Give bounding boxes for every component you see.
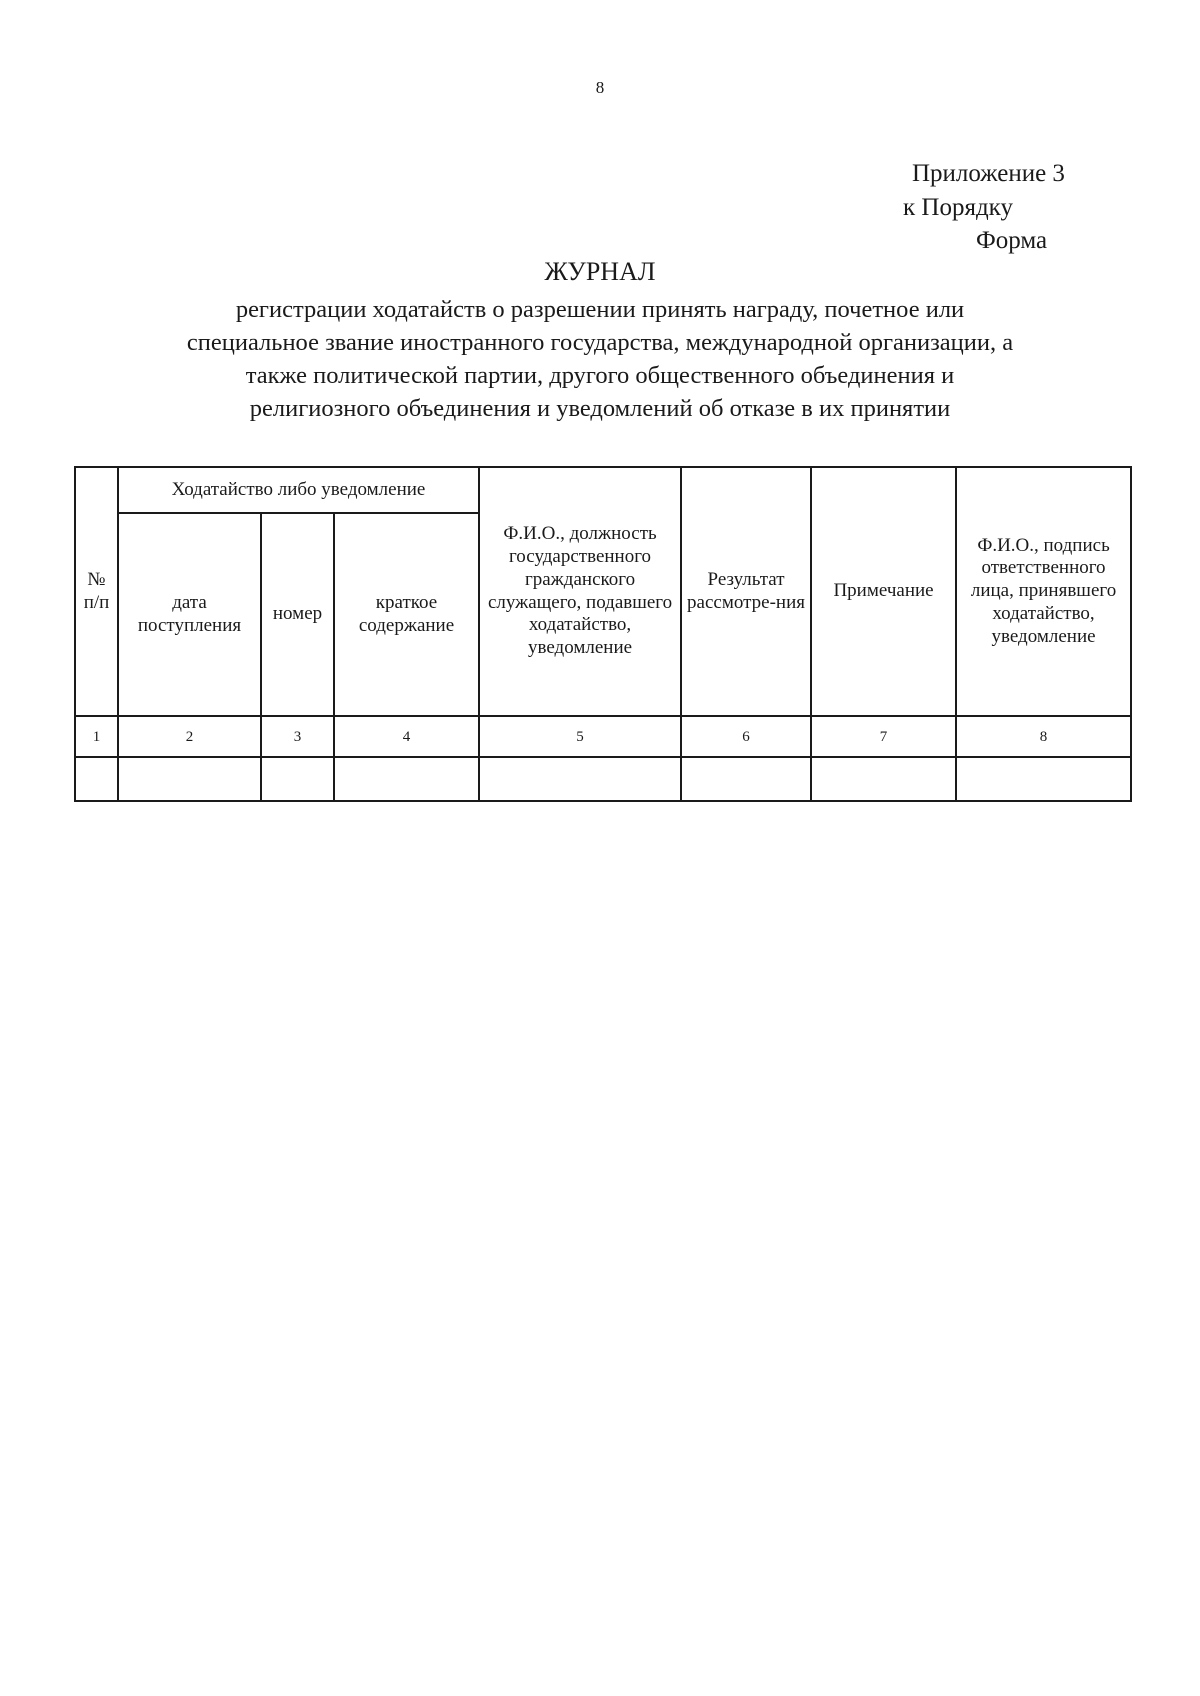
header-fio-responsible: Ф.И.О., подпись ответственного лица, принявшего ходатайство, уведомление bbox=[956, 467, 1131, 716]
table-row bbox=[75, 757, 1131, 801]
column-number: 1 bbox=[75, 716, 118, 757]
column-number: 8 bbox=[956, 716, 1131, 757]
column-number: 5 bbox=[479, 716, 681, 757]
column-number: 6 bbox=[681, 716, 811, 757]
table-cell bbox=[479, 757, 681, 801]
table-cell bbox=[956, 757, 1131, 801]
page-number: 8 bbox=[595, 78, 605, 97]
header-result: Результат рассмотре-ния bbox=[681, 467, 811, 716]
document-subtitle bbox=[90, 293, 1110, 425]
header-group-petition: Ходатайство либо уведомление bbox=[118, 467, 479, 513]
subtitle-line: специальное звание иностранного государства, международной организации, а bbox=[186, 329, 1014, 356]
column-number: 3 bbox=[261, 716, 334, 757]
table-cell bbox=[75, 757, 118, 801]
header-fio-servant: Ф.И.О., должность государственного гражданского служащего, подавшего ходатайство, уведомление bbox=[479, 467, 681, 716]
document-title: ЖУРНАЛ bbox=[544, 257, 656, 286]
header-summary: краткое содержание bbox=[334, 513, 479, 716]
subtitle-line: также политической партии, другого общественного объединения и bbox=[245, 362, 955, 389]
table-cell bbox=[681, 757, 811, 801]
header-note: Примечание bbox=[811, 467, 956, 716]
journal-table bbox=[74, 466, 1132, 802]
column-number: 4 bbox=[334, 716, 479, 757]
appendix-label: Приложение 3 bbox=[912, 160, 1065, 187]
form-label: Форма bbox=[976, 227, 1048, 254]
appendix-reference: к Порядку bbox=[903, 194, 1013, 221]
subtitle-line: регистрации ходатайств о разрешении принять награду, почетное или bbox=[235, 296, 965, 323]
header-row-number: № п/п bbox=[75, 467, 118, 716]
column-number: 7 bbox=[811, 716, 956, 757]
table-cell bbox=[811, 757, 956, 801]
column-number: 2 bbox=[118, 716, 261, 757]
header-date: дата поступления bbox=[118, 513, 261, 716]
table-cell bbox=[118, 757, 261, 801]
table-header-row bbox=[75, 467, 1131, 513]
header-number: номер bbox=[261, 513, 334, 716]
table-cell bbox=[261, 757, 334, 801]
subtitle-line: религиозного объединения и уведомлений об отказе в их принятии bbox=[249, 395, 951, 422]
column-numbers-row bbox=[75, 716, 1131, 757]
table-cell bbox=[334, 757, 479, 801]
